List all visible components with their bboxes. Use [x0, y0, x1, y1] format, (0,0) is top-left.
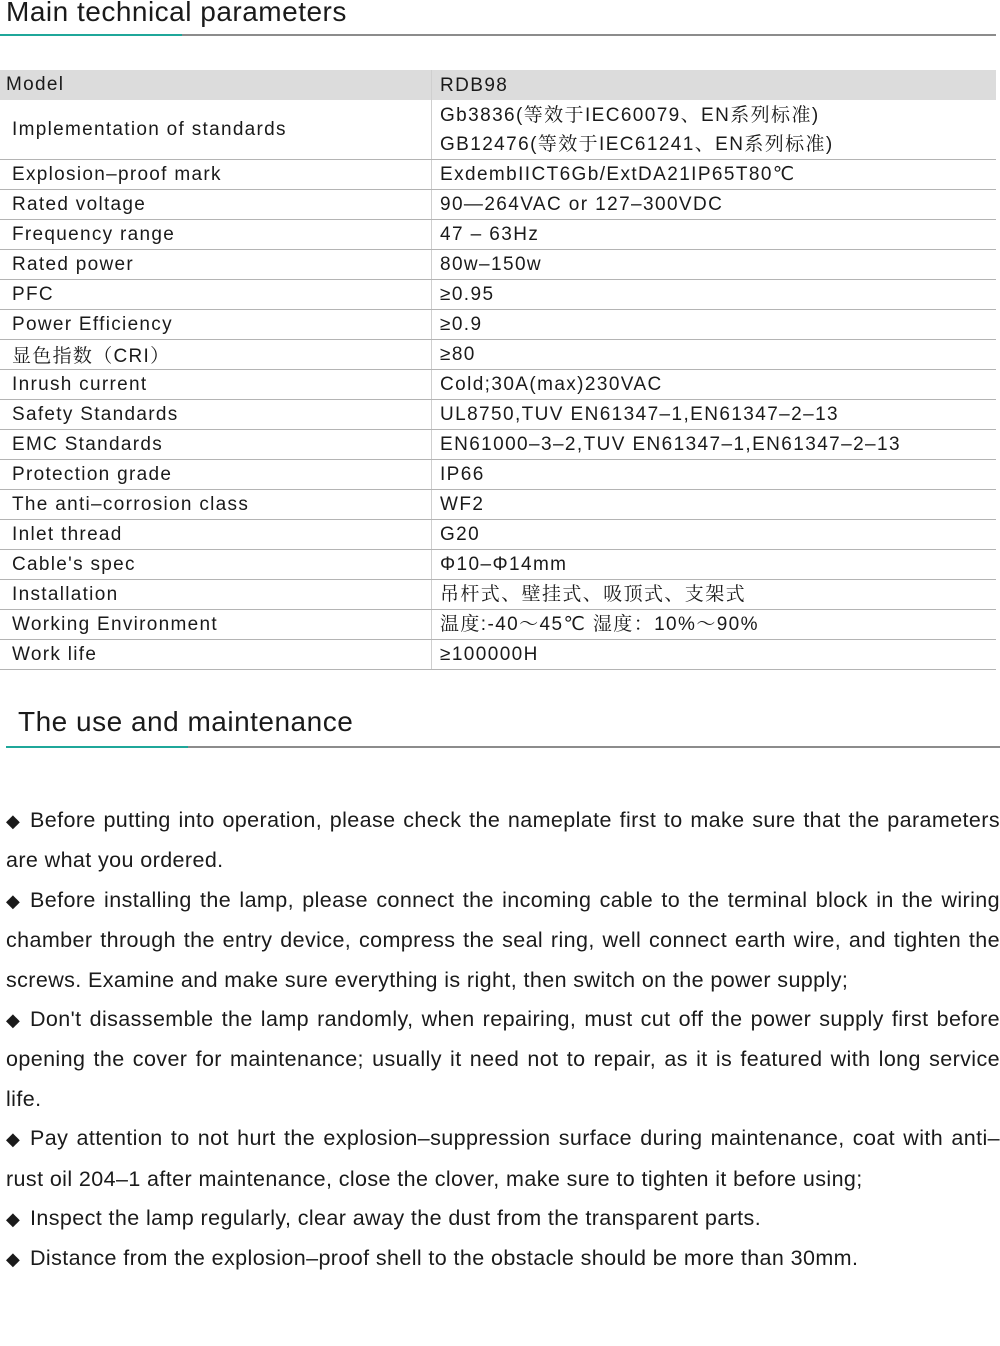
table-row — [0, 640, 996, 670]
value-line: GB12476(等效于IEC61241、EN系列标准) — [440, 133, 834, 155]
maintenance-list — [6, 801, 1000, 1280]
table-row — [0, 520, 996, 550]
value-line: ≥0.9 — [440, 314, 483, 335]
table-label: Work life — [0, 640, 432, 669]
table-value — [432, 280, 996, 309]
title-underline-accent — [6, 746, 188, 748]
maintenance-item — [6, 1000, 1000, 1119]
table-value — [432, 220, 996, 249]
spec-table — [0, 70, 996, 670]
table-value — [432, 550, 996, 579]
diamond-bullet-icon: ◆ — [6, 1129, 21, 1150]
table-value — [432, 520, 996, 549]
table-row — [0, 460, 996, 490]
table-row — [0, 220, 996, 250]
table-row — [0, 490, 996, 520]
table-label: Cable's spec — [0, 550, 432, 579]
diamond-bullet-icon: ◆ — [6, 1249, 21, 1270]
table-row — [0, 580, 996, 610]
table-row — [0, 430, 996, 460]
table-value — [432, 160, 996, 189]
table-label: Rated voltage — [0, 190, 432, 219]
table-row — [0, 370, 996, 400]
table-label: Safety Standards — [0, 400, 432, 429]
value-line: ExdembIICT6Gb/ExtDA21IP65T80℃ — [440, 164, 796, 185]
table-label: 显色指数（CRI） — [0, 340, 432, 369]
value-line: 47 – 63Hz — [440, 224, 540, 245]
table-header-row — [0, 70, 996, 100]
table-value — [432, 70, 996, 100]
table-value — [432, 460, 996, 489]
table-row — [0, 610, 996, 640]
table-row — [0, 160, 996, 190]
table-label: Working Environment — [0, 610, 432, 639]
diamond-bullet-icon: ◆ — [6, 1209, 21, 1230]
table-label: Installation — [0, 580, 432, 609]
section-title-maintenance — [0, 700, 1000, 740]
diamond-bullet-icon: ◆ — [6, 1010, 21, 1031]
diamond-bullet-icon: ◆ — [6, 811, 21, 831]
value-line: ≥100000H — [440, 644, 539, 665]
maintenance-text: Pay attention to not hurt the explosion–suppression surface during maintenance, coat with anti–rust oil 204–1 after maintenance, close the clover, make sure to tighten it before using; — [6, 1126, 1000, 1191]
table-label: Rated power — [0, 250, 432, 279]
value-line: 80w–150w — [440, 254, 543, 275]
diamond-bullet-icon: ◆ — [6, 890, 21, 911]
table-value — [432, 250, 996, 279]
value-line: RDB98 — [440, 74, 509, 96]
value-line: G20 — [440, 524, 481, 545]
maintenance-item — [6, 1239, 1000, 1279]
table-row — [0, 100, 996, 160]
maintenance-text: Before installing the lamp, please connect the incoming cable to the terminal block in the wiring chamber through the entry device, compress the seal ring, well connect earth wire, and tighten the screws. Examine and make sure everything is right, then switch on the power supply; — [6, 887, 1000, 992]
table-value — [432, 190, 996, 219]
value-line: Gb3836(等效于IEC60079、EN系列标准) — [440, 104, 820, 126]
table-value — [432, 640, 996, 669]
table-row — [0, 190, 996, 220]
table-row — [0, 550, 996, 580]
table-value — [432, 310, 996, 339]
value-line: 90—264VAC or 127–300VDC — [440, 194, 724, 215]
maintenance-text: Don't disassemble the lamp randomly, when repairing, must cut off the power supply first before opening the cover for maintenance; usually it need not to repair, as it is featured with long service life. — [6, 1007, 1000, 1111]
table-label: Protection grade — [0, 460, 432, 489]
table-row — [0, 250, 996, 280]
table-row — [0, 340, 996, 370]
value-line: ≥80 — [440, 344, 476, 365]
value-line: WF2 — [440, 494, 485, 515]
title-underline-accent — [0, 34, 182, 36]
maintenance-text: Before putting into operation, please check the nameplate first to make sure that the parameters are what you ordered. — [6, 808, 1000, 873]
table-label: PFC — [0, 280, 432, 309]
table-row — [0, 400, 996, 430]
table-label: Frequency range — [0, 220, 432, 249]
table-label: Inrush current — [0, 370, 432, 399]
table-value — [432, 100, 996, 159]
table-value — [432, 490, 996, 519]
table-value — [432, 400, 996, 429]
maintenance-item — [6, 1119, 1000, 1199]
value-line: Φ10–Φ14mm — [440, 554, 568, 575]
value-line: 温度:-40～45℃ 湿度：10%～90% — [440, 614, 759, 635]
maintenance-text: Distance from the explosion–proof shell to the obstacle should be more than 30mm. — [30, 1246, 859, 1271]
maintenance-item — [6, 1199, 1000, 1239]
table-label: Model — [0, 70, 432, 100]
table-value — [432, 610, 996, 639]
table-label: Power Efficiency — [0, 310, 432, 339]
value-line: 吊杆式、壁挂式、吸顶式、支架式 — [440, 584, 747, 605]
value-line: Cold;30A(max)230VAC — [440, 374, 663, 395]
value-line: IP66 — [440, 464, 485, 485]
table-row — [0, 280, 996, 310]
table-value — [432, 370, 996, 399]
maintenance-text: Inspect the lamp regularly, clear away the dust from the transparent parts. — [30, 1206, 762, 1231]
section-title-text: The use and maintenance — [18, 706, 354, 737]
table-label: Inlet thread — [0, 520, 432, 549]
table-value — [432, 340, 996, 369]
value-line: EN61000–3–2,TUV EN61347–1,EN61347–2–13 — [440, 434, 901, 455]
maintenance-item — [6, 881, 1000, 1000]
table-value — [432, 430, 996, 459]
table-row — [0, 310, 996, 340]
table-value — [432, 580, 996, 609]
value-line: ≥0.95 — [440, 284, 495, 305]
table-label: The anti–corrosion class — [0, 490, 432, 519]
maintenance-item — [6, 801, 1000, 881]
section-title-text: Main technical parameters — [6, 0, 347, 27]
value-line: UL8750,TUV EN61347–1,EN61347–2–13 — [440, 404, 840, 425]
table-label: Explosion–proof mark — [0, 160, 432, 189]
table-label: EMC Standards — [0, 430, 432, 459]
table-label: Implementation of standards — [0, 100, 432, 159]
